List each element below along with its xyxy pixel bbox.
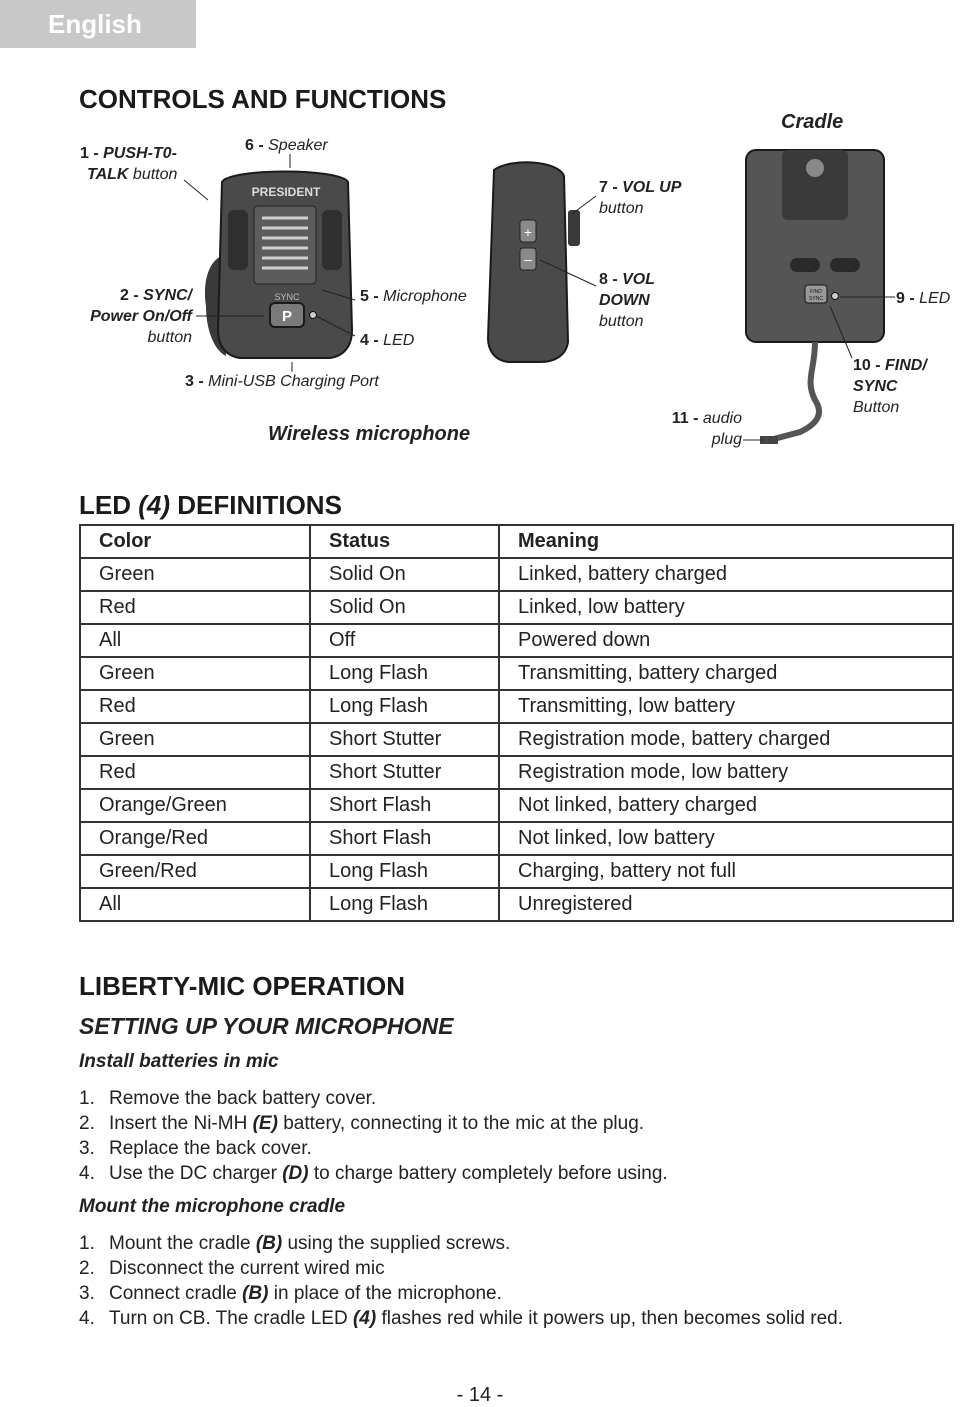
battery-steps-list xyxy=(79,1086,668,1186)
cell-status: Short Flash xyxy=(310,822,499,855)
cell-color: Orange/Red xyxy=(80,822,310,855)
cell-status: Solid On xyxy=(310,558,499,591)
label-push-to-talk: 1 - PUSH-T0- TALK button xyxy=(80,145,178,183)
cell-color: All xyxy=(80,624,310,657)
cell-status: Long Flash xyxy=(310,888,499,921)
list-item: 2. Insert the Ni-MH (E) battery, connecting it to the mic at the plug. xyxy=(79,1113,645,1134)
led-4 xyxy=(310,312,317,319)
led-9 xyxy=(832,293,839,300)
label-microphone: 5 - Microphone xyxy=(360,288,467,305)
cell-color: Green xyxy=(80,723,310,756)
cell-status: Long Flash xyxy=(310,855,499,888)
svg-text:+: + xyxy=(523,224,533,240)
label-mini-usb: 3 - Mini-USB Charging Port xyxy=(185,373,379,390)
header-status: Status xyxy=(310,525,499,558)
list-item: 4. Turn on CB. The cradle LED (4) flashes red while it powers up, then becomes solid red. xyxy=(79,1308,843,1329)
heading-install-batteries: Install batteries in mic xyxy=(79,1051,279,1072)
list-item: 1. Mount the cradle (B) using the supplied screws. xyxy=(79,1233,511,1254)
table-row xyxy=(80,723,953,756)
label-sync-power: 2 - SYNC/ Power On/Off button xyxy=(90,287,192,346)
cell-color: Green/Red xyxy=(80,855,310,888)
microphone-side-illustration xyxy=(488,162,580,362)
label-audio-plug: 11 - audio plug xyxy=(671,410,742,448)
table-header-row xyxy=(80,525,953,558)
cell-meaning: Powered down xyxy=(499,624,953,657)
cell-color: Green xyxy=(80,657,310,690)
header-meaning: Meaning xyxy=(499,525,953,558)
list-item: 1. Remove the back battery cover. xyxy=(79,1088,377,1109)
svg-text:P: P xyxy=(281,308,293,325)
cell-color: Red xyxy=(80,756,310,789)
cell-color: Orange/Green xyxy=(80,789,310,822)
label-find-sync: 10 - FIND/ SYNC Button xyxy=(853,357,927,416)
table-row xyxy=(80,591,953,624)
table-row xyxy=(80,558,953,591)
cell-status: Long Flash xyxy=(310,657,499,690)
cell-color: Red xyxy=(80,591,310,624)
table-row xyxy=(80,789,953,822)
svg-text:–: – xyxy=(524,251,532,267)
label-speaker: 6 - Speaker xyxy=(245,137,328,154)
cell-status: Short Stutter xyxy=(310,756,499,789)
table-row xyxy=(80,822,953,855)
led-definitions-table xyxy=(79,524,954,922)
section-title-controls: CONTROLS AND FUNCTIONS xyxy=(79,84,447,114)
heading-mount-cradle: Mount the microphone cradle xyxy=(79,1196,346,1217)
cell-meaning: Not linked, low battery xyxy=(499,822,953,855)
list-item: 4. Use the DC charger (D) to charge battery completely before using. xyxy=(79,1163,668,1184)
cell-meaning: Linked, low battery xyxy=(499,591,953,624)
caption-wireless-microphone: Wireless microphone xyxy=(268,423,471,445)
cell-meaning: Registration mode, battery charged xyxy=(499,723,953,756)
cell-status: Long Flash xyxy=(310,690,499,723)
brand-logo: PRESIDENT xyxy=(251,185,321,199)
cell-meaning: Unregistered xyxy=(499,888,953,921)
cell-status: Short Stutter xyxy=(310,723,499,756)
label-led-4: 4 - LED xyxy=(360,332,415,349)
cell-status: Solid On xyxy=(310,591,499,624)
cradle-steps-list xyxy=(79,1231,843,1331)
table-row xyxy=(80,657,953,690)
table-row xyxy=(80,855,953,888)
language-tab: English xyxy=(0,0,196,48)
cell-color: All xyxy=(80,888,310,921)
svg-text:SYNC: SYNC xyxy=(274,292,300,302)
cell-status: Short Flash xyxy=(310,789,499,822)
cell-color: Green xyxy=(80,558,310,591)
cell-status: Off xyxy=(310,624,499,657)
subsection-title-setup: SETTING UP YOUR MICROPHONE xyxy=(79,1013,454,1039)
table-row xyxy=(80,756,953,789)
header-color: Color xyxy=(80,525,310,558)
label-vol-down: 8 - VOL DOWN button xyxy=(599,271,656,330)
section-title-led: LED (4) DEFINITIONS xyxy=(79,490,342,520)
list-item: 3. Replace the back cover. xyxy=(79,1138,312,1159)
cell-meaning: Registration mode, low battery xyxy=(499,756,953,789)
microphone-front-illustration xyxy=(205,172,352,359)
table-row xyxy=(80,690,953,723)
svg-text:FIND: FIND xyxy=(810,289,822,295)
list-item: 2. Disconnect the current wired mic xyxy=(79,1258,385,1279)
table-row xyxy=(80,888,953,921)
cell-meaning: Charging, battery not full xyxy=(499,855,953,888)
section-title-operation: LIBERTY-MIC OPERATION xyxy=(79,971,405,1001)
label-cradle: Cradle xyxy=(781,111,844,133)
cell-meaning: Linked, battery charged xyxy=(499,558,953,591)
label-led-9: 9 - LED xyxy=(896,290,951,307)
cell-meaning: Transmitting, low battery xyxy=(499,690,953,723)
cell-color: Red xyxy=(80,690,310,723)
table-row xyxy=(80,624,953,657)
list-item: 3. Connect cradle (B) in place of the microphone. xyxy=(79,1283,502,1304)
svg-text:SYNC: SYNC xyxy=(809,296,823,302)
cell-meaning: Transmitting, battery charged xyxy=(499,657,953,690)
cell-meaning: Not linked, battery charged xyxy=(499,789,953,822)
label-vol-up: 7 - VOL UP button xyxy=(599,179,682,217)
page-number: - 14 - xyxy=(456,1384,504,1406)
